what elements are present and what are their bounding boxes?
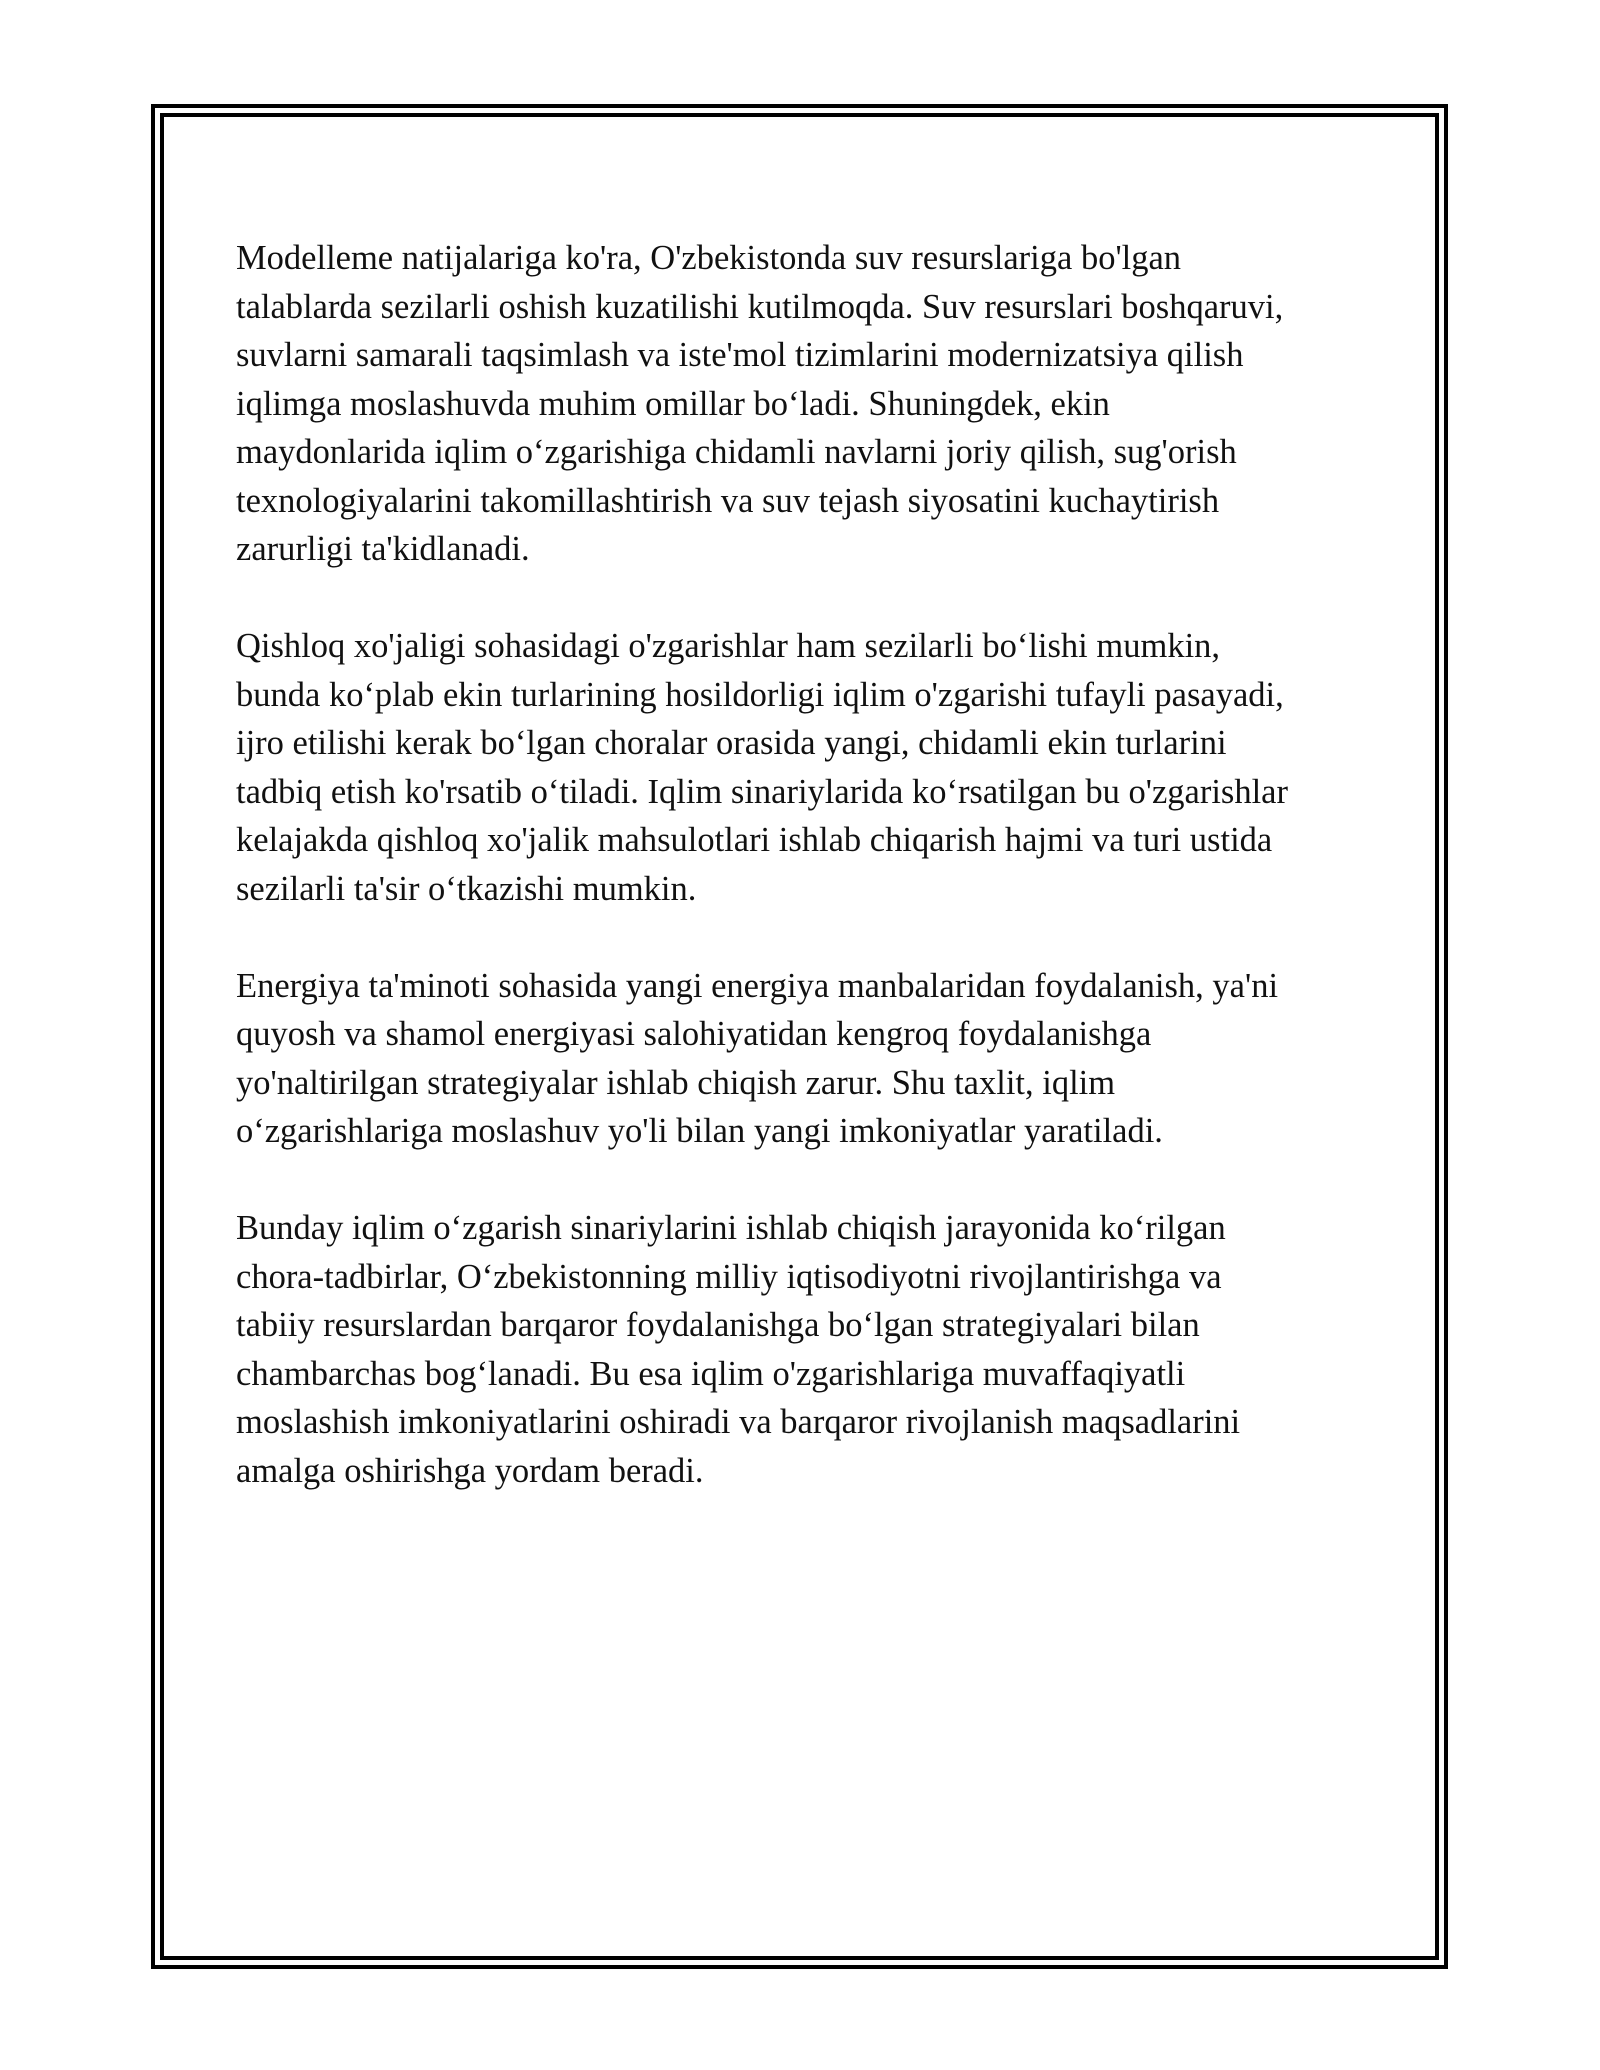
paragraph-3: Energiya ta'minoti sohasida yangi energiya manbalaridan foydalanish, ya'ni quyosh va shamol energiyasi salohiyatidan kengroq foydalanishga yo'naltirilgan strategiyalar ishlab chiqish zarur. Shu taxlit, iqlim o‘zgarishlariga moslashuv yo'li bilan yangi imkoniyatlar yaratiladi. <box>236 966 1279 1150</box>
document-body <box>236 234 1366 1544</box>
paragraph-4: Bunday iqlim o‘zgarish sinariylarini ishlab chiqish jarayonida ko‘rilgan chora-tadbirlar, O‘zbekistonning milliy iqtisodiyotni rivojlantirishga va tabiiy resurslardan barqaror foydalanishga bo‘lgan strategiyalari bilan chambarchas bog‘lanadi. Bu esa iqlim o'zgarishlariga muvaffaqiyatli moslashish imkoniyatlarini oshiradi va barqaror rivojlanish maqsadlarini amalga oshirishga yordam beradi. <box>236 1209 1241 1490</box>
paragraph-1: Modelleme natijalariga ko'ra, O'zbekistonda suv resurslariga bo'lgan talablarda sezilarli oshish kuzatilishi kutilmoqda. Suv resurslari boshqaruvi, suvlarni samarali taqsimlash va iste'mol tizimlarini modernizatsiya qilish iqlimga moslashuvda muhim omillar bo‘ladi. Shuningdek, ekin maydonlarida iqlim o‘zgarishiga chidamli navlarni joriy qilish, sug'orish texnologiyalarini takomillashtirish va suv tejash siyosatini kuchaytirish zarurligi ta'kidlanadi. <box>236 239 1284 568</box>
paragraph-2: Qishloq xo'jaligi sohasidagi o'zgarishlar ham sezilarli bo‘lishi mumkin, bunda ko‘plab ekin turlarining hosildorligi iqlim o'zgarishi tufayli pasayadi, ijro etilishi kerak bo‘lgan choralar orasida yangi, chidamli ekin turlarini tadbiq etish ko'rsatib o‘tiladi. Iqlim sinariylarida ko‘rsatilgan bu o'zgarishlar kelajakda qishloq xo'jalik mahsulotlari ishlab chiqarish hajmi va turi ustida sezilarli ta'sir o‘tkazishi mumkin. <box>236 627 1288 908</box>
